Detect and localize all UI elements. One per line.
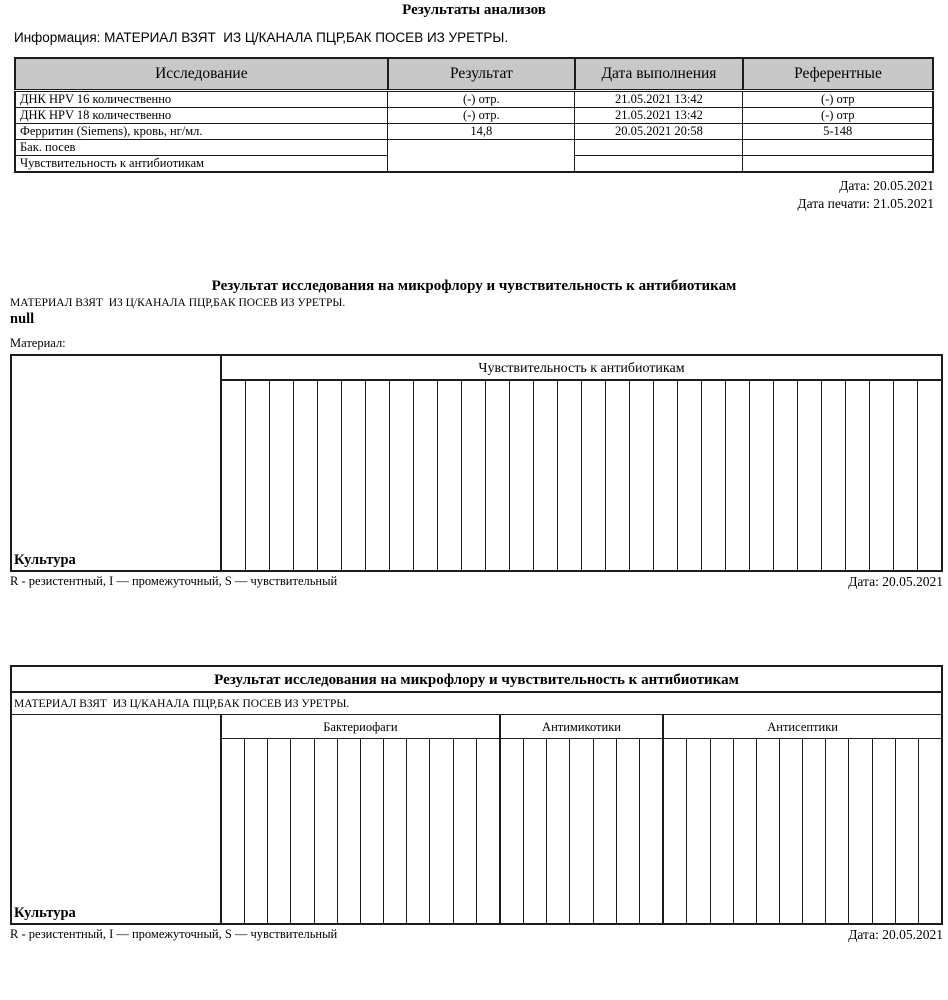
antibiotic-column — [524, 739, 547, 923]
antibiotic-column — [826, 739, 849, 923]
table-footer-1 — [10, 574, 943, 590]
antibiotic-group — [662, 715, 941, 923]
group-columns-strip — [501, 739, 662, 923]
antibiotic-column — [734, 739, 757, 923]
section-title: Результат исследования на микрофлору и чувствительность к антибиотикам — [12, 667, 941, 693]
antibiotic-column — [486, 381, 510, 570]
group-label: Антисептики — [664, 715, 941, 739]
antibiotic-column — [726, 381, 750, 570]
antibiotic-column — [268, 739, 291, 923]
antibiotic-column — [664, 739, 687, 923]
antibiotic-column — [687, 739, 710, 923]
cell-study: Бак. посев — [15, 139, 388, 155]
antibiotic-column — [366, 381, 390, 570]
antibiotic-column — [896, 739, 919, 923]
sensitivity-area — [222, 356, 941, 570]
header-row — [15, 58, 933, 90]
antibiotic-column — [342, 381, 366, 570]
antibiotic-column — [919, 739, 941, 923]
group-label: Бактериофаги — [222, 715, 499, 739]
antibiotic-column — [774, 381, 798, 570]
cell-reference: (-) отр — [743, 90, 933, 107]
cell-date — [575, 155, 743, 172]
antibiotic-column — [294, 381, 318, 570]
antibiotic-column — [606, 381, 630, 570]
null-text: null — [10, 310, 35, 327]
antibiotic-column — [640, 739, 662, 923]
culture-cell — [12, 715, 222, 923]
antibiotic-column — [894, 381, 918, 570]
antibiotic-column — [594, 739, 617, 923]
antibiotic-column — [510, 381, 534, 570]
antibiotic-column — [582, 381, 606, 570]
antibiotic-column — [630, 381, 654, 570]
col-header-result: Результат — [388, 58, 575, 90]
antibiotic-column — [414, 381, 438, 570]
results-table — [14, 57, 934, 173]
material-taken-line: МАТЕРИАЛ ВЗЯТ ИЗ Ц/КАНАЛА ПЦР,БАК ПОСЕВ ИЗ УРЕТРЫ. — [10, 296, 346, 309]
page-title: Результаты анализов — [402, 2, 546, 18]
antibiotic-column — [547, 739, 570, 923]
table-date: Дата: 20.05.2021 — [848, 926, 943, 942]
culture-cell — [12, 356, 222, 570]
material-taken-line: МАТЕРИАЛ ВЗЯТ ИЗ Ц/КАНАЛА ПЦР,БАК ПОСЕВ ИЗ УРЕТРЫ. — [12, 693, 941, 715]
antibiotic-column — [750, 381, 774, 570]
antibiotic-column — [846, 381, 870, 570]
cell-study: ДНК HPV 16 количественно — [15, 90, 388, 107]
cell-date: 21.05.2021 13:42 — [575, 90, 743, 107]
culture-label: Культура — [14, 904, 76, 921]
antibiotic-column — [222, 381, 246, 570]
report-dates — [14, 177, 934, 214]
ris-legend: R - резистентный, I — промежуточный, S — чувствительный — [10, 573, 338, 588]
antibiotic-column — [477, 739, 499, 923]
cell-study: Чувствительность к антибиотикам — [15, 155, 388, 172]
table-row — [15, 107, 933, 123]
antibiotic-column — [438, 381, 462, 570]
analysis-results-section — [0, 0, 948, 214]
col-header-reference: Референтные — [743, 58, 933, 90]
antibiotic-column — [246, 381, 270, 570]
cell-study: ДНК HPV 18 количественно — [15, 107, 388, 123]
antibiotic-column — [558, 381, 582, 570]
group-columns-strip — [664, 739, 941, 923]
report-date: Дата: 20.05.2021 — [839, 177, 934, 193]
antibiotic-column — [318, 381, 342, 570]
antibiotic-column — [678, 381, 702, 570]
sensitivity-columns — [222, 381, 941, 570]
cell-result — [388, 139, 575, 172]
antibiotic-column — [918, 381, 941, 570]
antibiotic-column — [702, 381, 726, 570]
section-title: Результат исследования на микрофлору и чувствительность к антибиотикам — [211, 277, 737, 294]
sensitivity-table — [10, 354, 943, 572]
print-date: Дата печати: 21.05.2021 — [797, 196, 934, 211]
group-columns-strip — [222, 739, 499, 923]
antibiotic-group — [222, 715, 499, 923]
group-columns — [222, 715, 941, 923]
table-row — [15, 90, 933, 107]
table-row — [15, 139, 933, 155]
antibiotic-column — [245, 739, 268, 923]
culture-label: Культура — [14, 551, 76, 568]
results-table-header — [15, 58, 933, 90]
antibiotic-column — [407, 739, 430, 923]
results-table-body — [15, 90, 933, 172]
material-label: Материал: — [10, 335, 66, 350]
cell-date — [575, 139, 743, 155]
antibiotic-column — [222, 739, 245, 923]
col-header-date: Дата выполнения — [575, 58, 743, 90]
sensitivity-header: Чувствительность к антибиотикам — [222, 356, 941, 381]
cell-reference: 5-148 — [743, 123, 933, 139]
cell-study: Ферритин (Siemens), кровь, нг/мл. — [15, 123, 388, 139]
antibiotic-column — [822, 381, 846, 570]
antibiotic-column — [270, 381, 294, 570]
antibiotic-column — [757, 739, 780, 923]
antibiotic-column — [390, 381, 414, 570]
microflora-section-2 — [0, 665, 948, 943]
antibiotic-column — [430, 739, 453, 923]
table-date: Дата: 20.05.2021 — [848, 573, 943, 589]
antibiotic-column — [291, 739, 314, 923]
cell-result: (-) отр. — [388, 90, 575, 107]
table-row — [15, 123, 933, 139]
antibiotic-group — [499, 715, 662, 923]
cell-result: (-) отр. — [388, 107, 575, 123]
cell-reference — [743, 155, 933, 172]
antibiotic-column — [534, 381, 558, 570]
cell-date: 21.05.2021 13:42 — [575, 107, 743, 123]
cell-result: 14,8 — [388, 123, 575, 139]
antibiotic-column — [711, 739, 734, 923]
antibiotic-column — [501, 739, 524, 923]
table-footer-2 — [10, 927, 943, 943]
antibiotic-column — [654, 381, 678, 570]
antibiotic-column — [803, 739, 826, 923]
antibiotic-column — [873, 739, 896, 923]
microflora-table-2 — [10, 665, 943, 925]
cell-date: 20.05.2021 20:58 — [575, 123, 743, 139]
col-header-study: Исследование — [15, 58, 388, 90]
antibiotic-column — [617, 739, 640, 923]
ris-legend: R - резистентный, I — промежуточный, S — чувствительный — [10, 926, 338, 941]
group-label: Антимикотики — [501, 715, 662, 739]
info-line: Информация: МАТЕРИАЛ ВЗЯТ ИЗ Ц/КАНАЛА ПЦР,БАК ПОСЕВ ИЗ УРЕТРЫ. — [14, 30, 509, 45]
antibiotic-column — [870, 381, 894, 570]
antibiotic-column — [570, 739, 593, 923]
antibiotic-column — [780, 739, 803, 923]
antibiotic-column — [338, 739, 361, 923]
antibiotic-column — [454, 739, 477, 923]
antibiotic-column — [384, 739, 407, 923]
cell-reference — [743, 139, 933, 155]
antibiotic-column — [849, 739, 872, 923]
antibiotic-column — [361, 739, 384, 923]
cell-reference: (-) отр — [743, 107, 933, 123]
antibiotic-column — [315, 739, 338, 923]
groups-grid — [12, 715, 941, 923]
antibiotic-column — [462, 381, 486, 570]
microflora-section-1 — [0, 278, 948, 590]
antibiotic-column — [798, 381, 822, 570]
